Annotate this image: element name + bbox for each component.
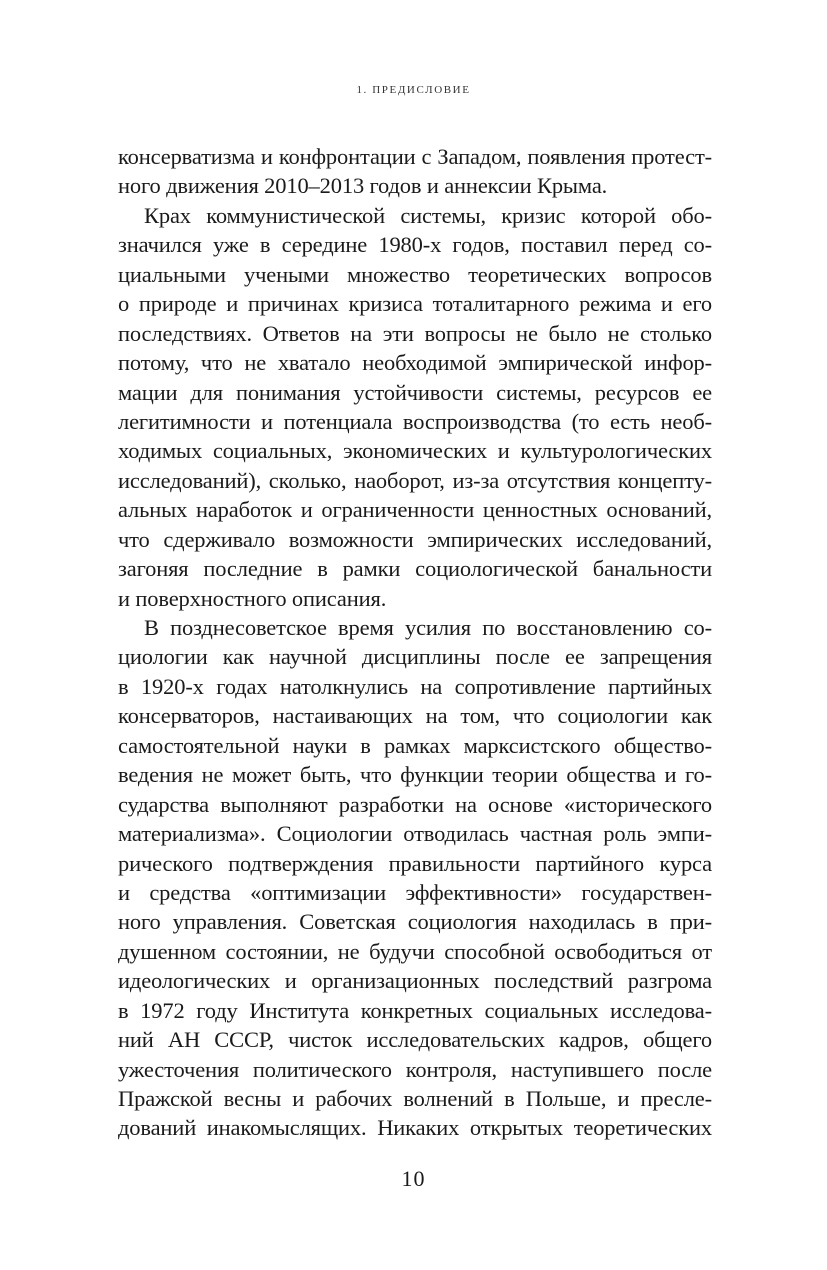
text-line: последствиях. Ответов на эти вопросы не было не столько bbox=[118, 320, 712, 346]
text-line: ведения не может быть, что функции теории общества и го- bbox=[118, 762, 712, 788]
text-line: легитимности и потенциала воспроизводства (то есть необ- bbox=[118, 408, 712, 434]
text-line: ного управления. Советская социология находилась в при- bbox=[118, 909, 712, 935]
text-line: душенном состоянии, не будучи способной освободиться от bbox=[118, 938, 712, 964]
text-line: материализма». Социологии отводилась частная роль эмпи- bbox=[118, 821, 712, 847]
text-line: консерватизма и конфронтации с Западом, появления протест- bbox=[118, 144, 712, 169]
text-line: циальными учеными множество теоретических вопросов bbox=[118, 261, 712, 287]
text-line: Пражской весны и рабочих волнений в Польше, и пресле- bbox=[118, 1086, 712, 1111]
text-line: и поверхностного описания. bbox=[118, 585, 387, 611]
text-line: потому, что не хватало необходимой эмпирической инфор- bbox=[118, 350, 712, 376]
text-line: в 1920-х годах натолкнулись на сопротивление партийных bbox=[118, 673, 712, 699]
text-line: ходимых социальных, экономических и культурологических bbox=[118, 438, 712, 464]
text-line: мации для понимания устойчивости системы, ресурсов ее bbox=[118, 379, 712, 405]
text-line: о природе и причинах кризиса тоталитарного режима и его bbox=[118, 291, 712, 317]
text-line: сударства выполняют разработки на основе «исторического bbox=[118, 791, 712, 817]
text-line: рического подтверждения правильности партийного курса bbox=[118, 850, 712, 876]
text-line: значился уже в середине 1980-х годов, поставил перед со- bbox=[118, 232, 712, 258]
text-line: дований инакомыслящих. Никаких открытых теоретических bbox=[118, 1115, 712, 1141]
text-line: идеологических и организационных последствий разгрома bbox=[118, 968, 712, 994]
page-number: 10 bbox=[401, 1166, 426, 1191]
text-line: загоняя последние в рамки социологической банальности bbox=[118, 556, 712, 582]
text-line: Крах коммунистической системы, кризис которой обо- bbox=[144, 202, 712, 228]
text-line: самостоятельной науки в рамках марксистского общество- bbox=[118, 732, 712, 758]
text-line: В позднесоветское время усилия по восстановлению со- bbox=[144, 615, 712, 640]
running-header: 1. ПРЕДИСЛОВИЕ bbox=[356, 84, 471, 96]
text-line: ужесточения политического контроля, наступившего после bbox=[118, 1056, 712, 1082]
text-line: альных наработок и ограниченности ценностных оснований, bbox=[118, 497, 712, 523]
body-text bbox=[118, 142, 712, 1143]
text-line: и средства «оптимизации эффективности» государствен- bbox=[118, 879, 712, 905]
text-line: циологии как научной дисциплины после ее запрещения bbox=[118, 644, 712, 670]
text-line: консерваторов, настаивающих на том, что социологии как bbox=[118, 703, 712, 729]
text-line: исследований), сколько, наоборот, из-за отсутствия концепту- bbox=[118, 467, 712, 493]
text-line: ний АН СССР, чисток исследовательских кадров, общего bbox=[118, 1027, 712, 1053]
text-line: ного движения 2010–2013 годов и аннексии Крыма. bbox=[118, 173, 608, 199]
text-line: что сдерживало возможности эмпирических исследований, bbox=[118, 526, 712, 552]
text-line: в 1972 году Института конкретных социальных исследова- bbox=[118, 997, 712, 1023]
